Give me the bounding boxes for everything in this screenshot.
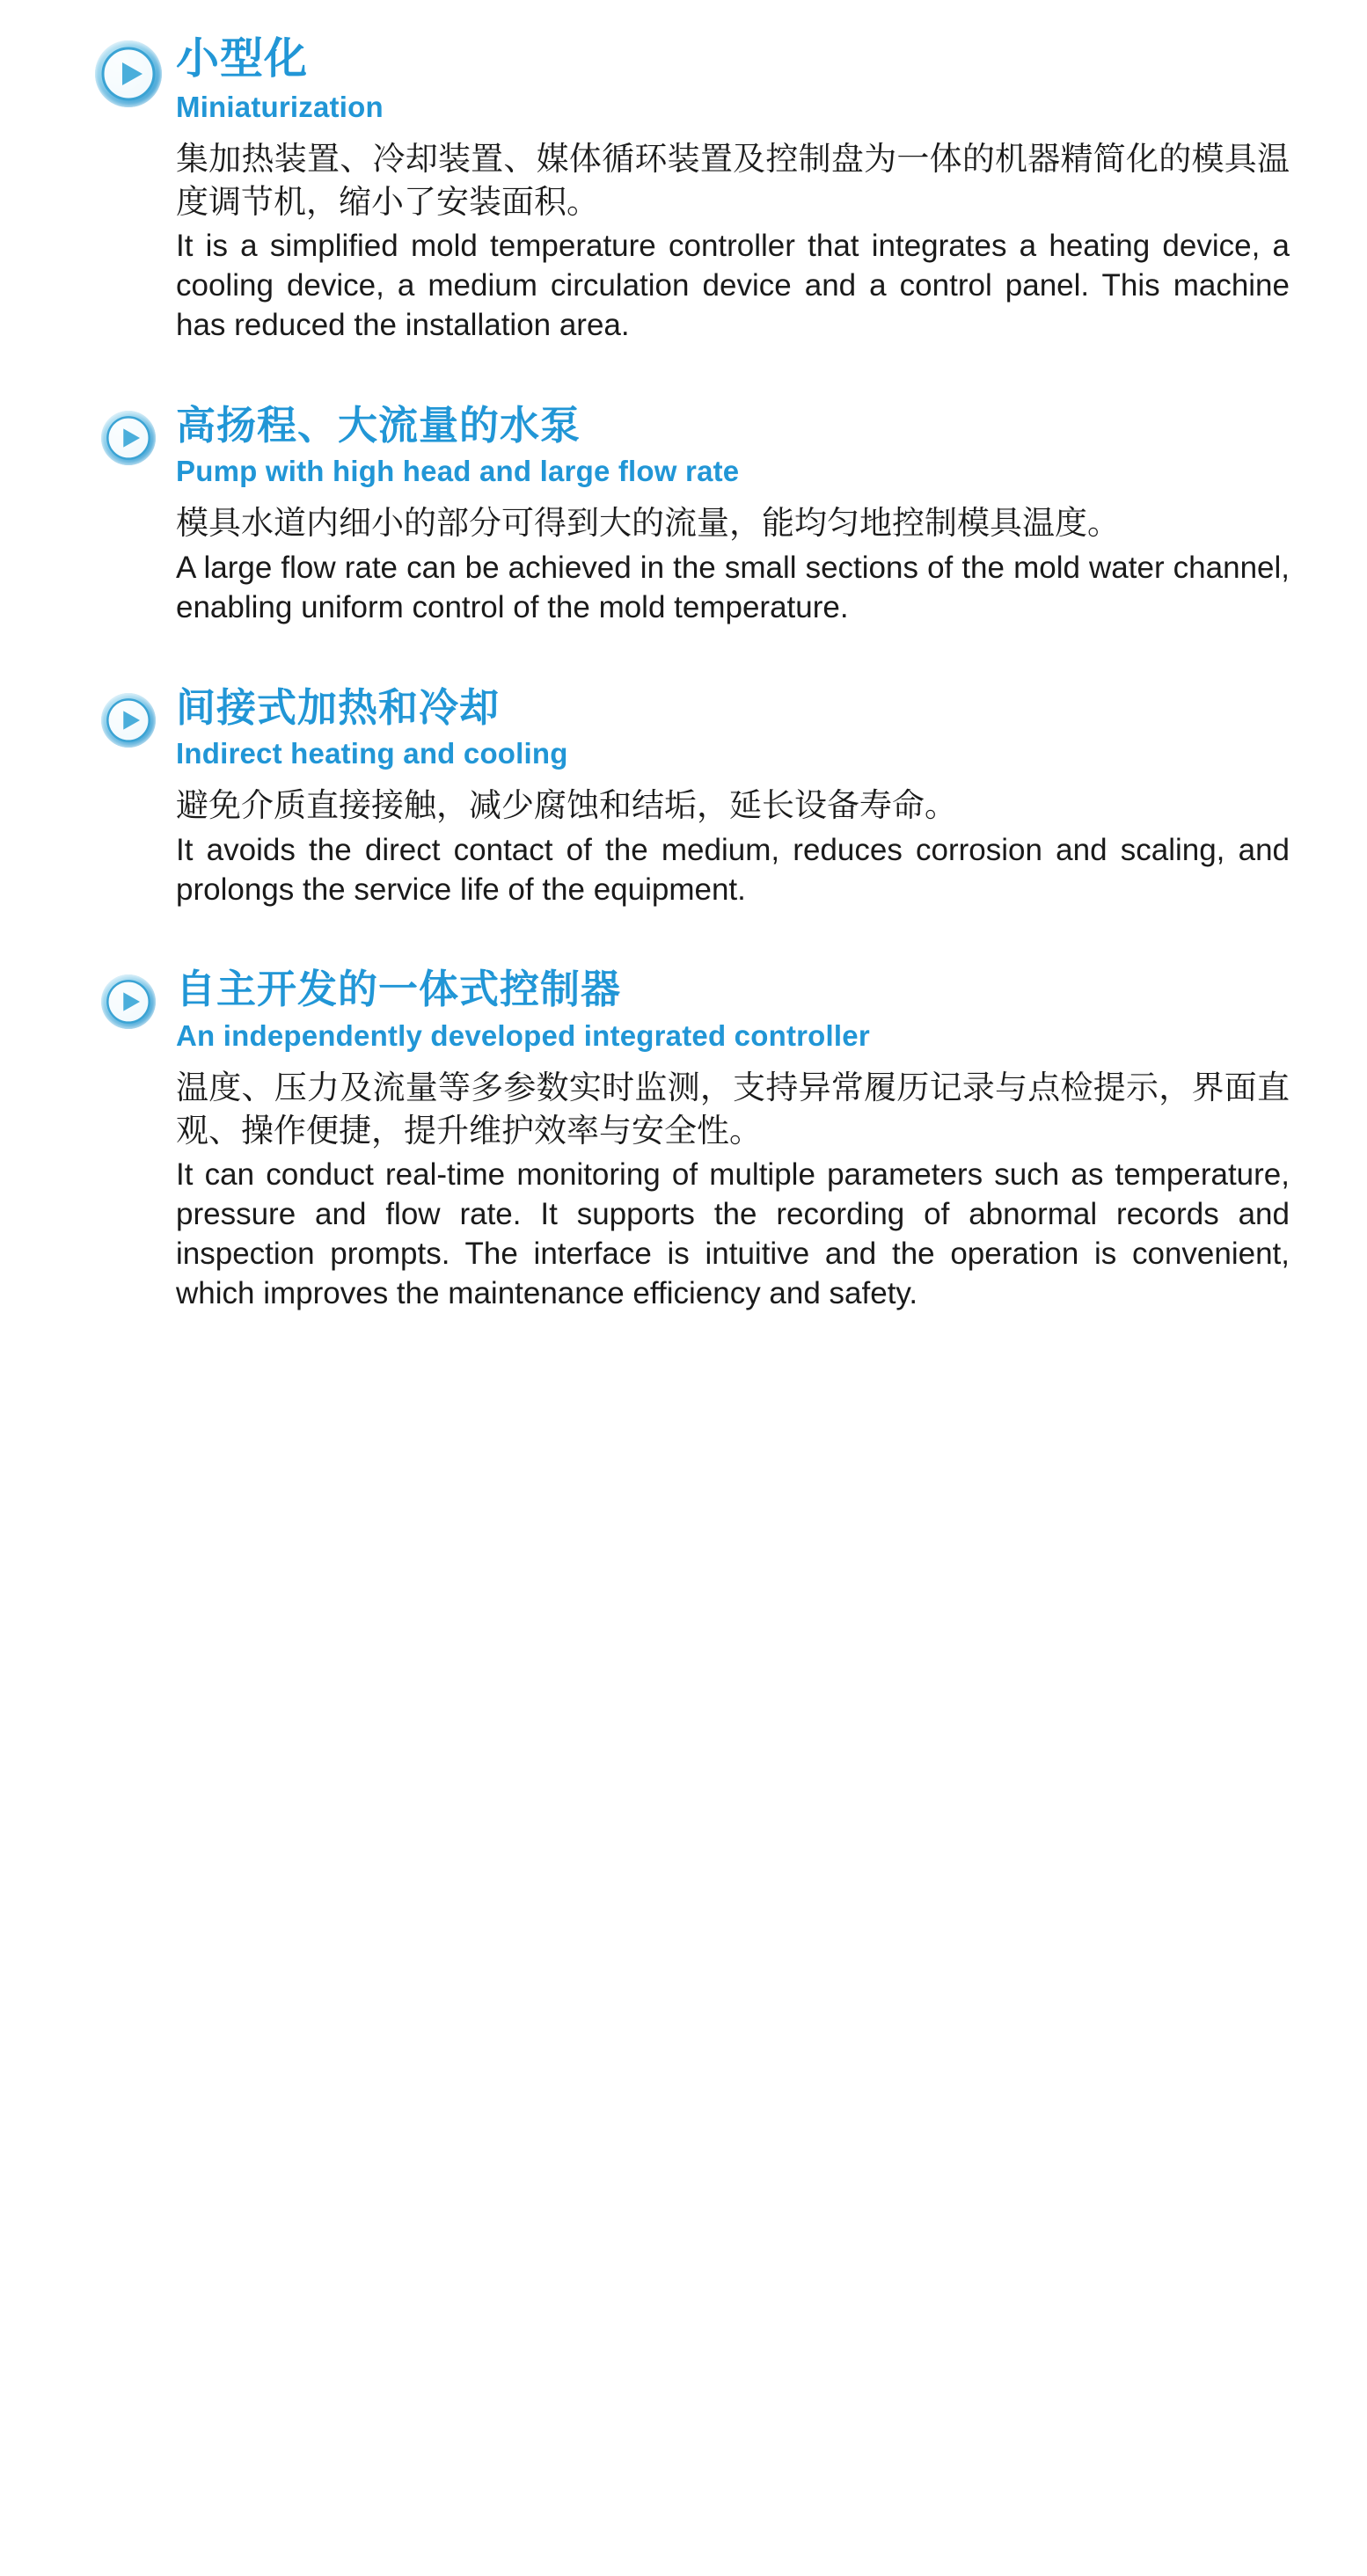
feature-body-cn: 避免介质直接接触，减少腐蚀和结垢，延长设备寿命。 — [176, 786, 957, 823]
feature-title-en: Miniaturization — [176, 90, 384, 123]
feature-body — [53, 502, 1297, 627]
feature-header — [53, 686, 1297, 770]
feature-body-en: It is a simplified mold temperature controller that integrates a heating device, a cooling device, a medium circulation device and a control panel. This machine has reduced the installation area. — [176, 229, 1290, 343]
play-circle-icon — [101, 411, 156, 465]
feature-body-en: It can conduct real-time monitoring of multiple parameters such as temperature, pressure and flow rate. It supports the recording of abnormal records and inspection prompts. The interface is intuitive and the operation is convenient, which improves the maintenance efficiency and safety. — [176, 1157, 1290, 1310]
feature-title-cn: 小型化 — [176, 35, 309, 83]
feature-body-cn: 温度、压力及流量等多参数实时监测，支持异常履历记录与点检提示，界面直观、操作便捷，提升维护效率与安全性。 — [176, 1069, 1290, 1149]
feature-body-cn: 集加热装置、冷却装置、媒体循环装置及控制盘为一体的机器精简化的模具温度调节机，缩小了安装面积。 — [176, 140, 1290, 220]
feature-body-cn: 模具水道内细小的部分可得到大的流量，能均匀地控制模具温度。 — [176, 505, 1120, 542]
feature-item — [53, 404, 1297, 628]
play-circle-icon — [95, 40, 162, 107]
feature-header — [53, 35, 1297, 124]
feature-body — [53, 138, 1297, 346]
feature-title-cn: 高扬程、大流量的水泵 — [176, 402, 581, 448]
feature-body-en: A large flow rate can be achieved in the small sections of the mold water channel, enabling uniform control of the mold temperature. — [176, 551, 1290, 624]
feature-item — [53, 35, 1297, 346]
feature-header — [53, 404, 1297, 488]
play-circle-icon — [101, 693, 156, 748]
play-circle-icon — [101, 974, 156, 1029]
feature-item — [53, 686, 1297, 910]
feature-body — [53, 784, 1297, 909]
feature-title-en: An independently developed integrated controller — [176, 1018, 870, 1052]
feature-title-en: Pump with high head and large flow rate — [176, 455, 740, 488]
feature-title-cn: 间接式加热和冷却 — [176, 684, 501, 730]
feature-title-en: Indirect heating and cooling — [176, 737, 568, 770]
feature-header — [53, 967, 1297, 1052]
feature-body — [53, 1067, 1297, 1314]
feature-body-en: It avoids the direct contact of the medium, reduces corrosion and scaling, and prolongs the service life of the equipment. — [176, 832, 1290, 907]
feature-title-cn: 自主开发的一体式控制器 — [176, 967, 622, 1012]
feature-item — [53, 967, 1297, 1313]
